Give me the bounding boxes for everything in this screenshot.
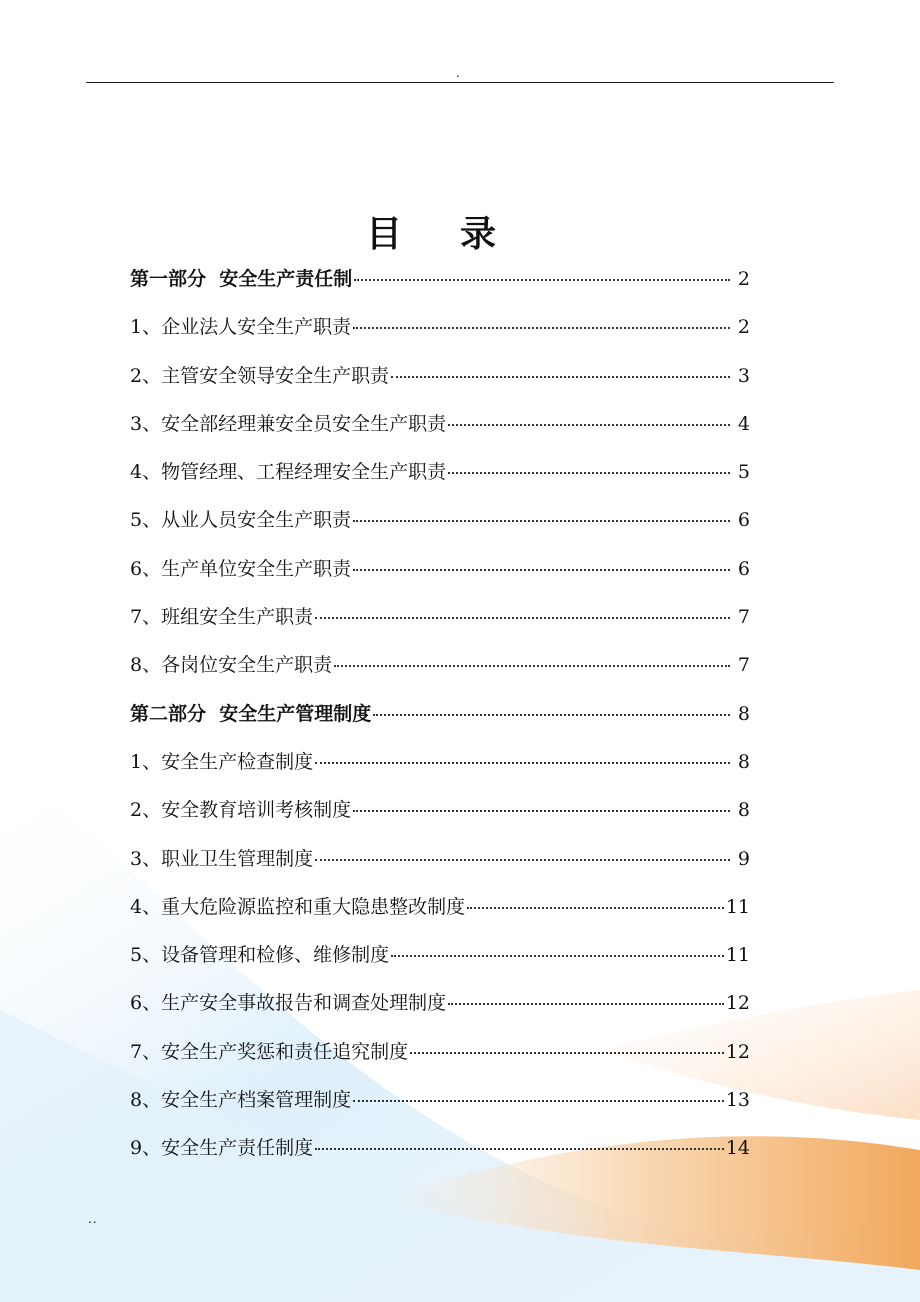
toc-dot-leader <box>354 279 730 281</box>
toc-entry-label: 5、设备管理和检修、维修制度 <box>130 944 390 967</box>
toc-dot-leader <box>410 1052 724 1054</box>
toc-page-number: 6 <box>737 557 750 580</box>
toc-entry-label: 7、安全生产奖惩和责任追究制度 <box>130 1040 409 1063</box>
toc-entry-label: 5、从业人员安全生产职责 <box>130 509 352 532</box>
toc-page-number: 2 <box>737 268 750 290</box>
toc-entry[interactable] <box>130 355 750 403</box>
header-rule <box>86 82 834 83</box>
toc-entry-label: 1、安全生产检查制度 <box>130 750 314 773</box>
toc-page-number: 4 <box>737 412 750 435</box>
toc-page-number: 8 <box>737 750 750 773</box>
toc-dot-leader <box>315 762 730 764</box>
toc-entry-label: 2、主管安全领导安全生产职责 <box>130 364 390 387</box>
toc-entry-label: 8、安全生产档案管理制度 <box>130 1089 352 1112</box>
toc-entry-label: 3、职业卫生管理制度 <box>130 847 314 870</box>
toc-entry-label: 2、安全教育培训考核制度 <box>130 799 352 822</box>
toc-entry-label: 6、生产单位安全生产职责 <box>130 557 352 580</box>
toc-page-number: 5 <box>737 461 750 484</box>
toc-entry-label: 第二部分 安全生产管理制度 <box>130 702 372 725</box>
toc-page-number: 8 <box>737 702 750 725</box>
toc-page-number: 13 <box>725 1089 750 1112</box>
toc-entry-label: 9、安全生产责任制度 <box>130 1137 314 1160</box>
toc-dot-leader <box>391 955 724 957</box>
toc-part-heading[interactable] <box>130 258 750 306</box>
toc-entry[interactable] <box>130 644 750 692</box>
toc-dot-leader <box>353 327 730 329</box>
toc-page-number: 9 <box>737 847 750 870</box>
toc-entry-label: 4、物管经理、工程经理安全生产职责 <box>130 461 447 484</box>
toc-entry-label: 1、企业法人安全生产职责 <box>130 316 352 339</box>
toc-dot-leader <box>315 1148 724 1150</box>
toc-dot-leader <box>315 617 730 619</box>
toc-entry[interactable] <box>130 934 750 982</box>
toc-dot-leader <box>334 665 730 667</box>
toc-dot-leader <box>373 714 730 716</box>
toc-page-number: 12 <box>725 1040 750 1063</box>
toc-page-number: 2 <box>737 316 750 339</box>
header-dot: . <box>456 66 460 80</box>
table-of-contents <box>130 258 750 1176</box>
toc-entry[interactable] <box>130 789 750 837</box>
toc-entry-label: 第一部分 安全生产责任制 <box>130 268 353 290</box>
toc-entry[interactable] <box>130 741 750 789</box>
toc-entry[interactable] <box>130 1031 750 1079</box>
toc-entry[interactable] <box>130 499 750 547</box>
page-title: 目录 <box>365 214 554 255</box>
toc-entry[interactable] <box>130 1079 750 1127</box>
toc-entry[interactable] <box>130 548 750 596</box>
toc-dot-leader <box>448 424 730 426</box>
toc-page-number: 6 <box>737 509 750 532</box>
toc-page-number: 11 <box>725 895 750 918</box>
footer-mark: .. <box>88 1212 98 1226</box>
toc-entry[interactable] <box>130 838 750 886</box>
toc-part-heading[interactable] <box>130 693 750 741</box>
toc-dot-leader <box>448 1003 724 1005</box>
toc-entry[interactable] <box>130 982 750 1030</box>
toc-entry[interactable] <box>130 1127 750 1175</box>
toc-dot-leader <box>448 472 730 474</box>
toc-page-number: 14 <box>725 1137 750 1160</box>
toc-entry-label: 6、生产安全事故报告和调查处理制度 <box>130 992 447 1015</box>
toc-dot-leader <box>353 1100 724 1102</box>
toc-entry-label: 8、各岗位安全生产职责 <box>130 654 333 677</box>
toc-page-number: 3 <box>737 364 750 387</box>
toc-dot-leader <box>315 859 730 861</box>
toc-entry[interactable] <box>130 306 750 354</box>
toc-dot-leader <box>467 907 724 909</box>
toc-dot-leader <box>391 376 730 378</box>
toc-entry[interactable] <box>130 886 750 934</box>
toc-entry-label: 7、班组安全生产职责 <box>130 606 314 629</box>
toc-page-number: 8 <box>737 799 750 822</box>
toc-dot-leader <box>353 569 730 571</box>
toc-page-number: 7 <box>737 606 750 629</box>
toc-page-number: 7 <box>737 654 750 677</box>
toc-page-number: 11 <box>725 944 750 967</box>
toc-entry[interactable] <box>130 596 750 644</box>
toc-entry-label: 3、安全部经理兼安全员安全生产职责 <box>130 412 447 435</box>
toc-page-number: 12 <box>725 992 750 1015</box>
toc-dot-leader <box>353 810 730 812</box>
toc-entry-label: 4、重大危险源监控和重大隐患整改制度 <box>130 895 466 918</box>
toc-entry[interactable] <box>130 403 750 451</box>
toc-entry[interactable] <box>130 451 750 499</box>
toc-dot-leader <box>353 520 730 522</box>
